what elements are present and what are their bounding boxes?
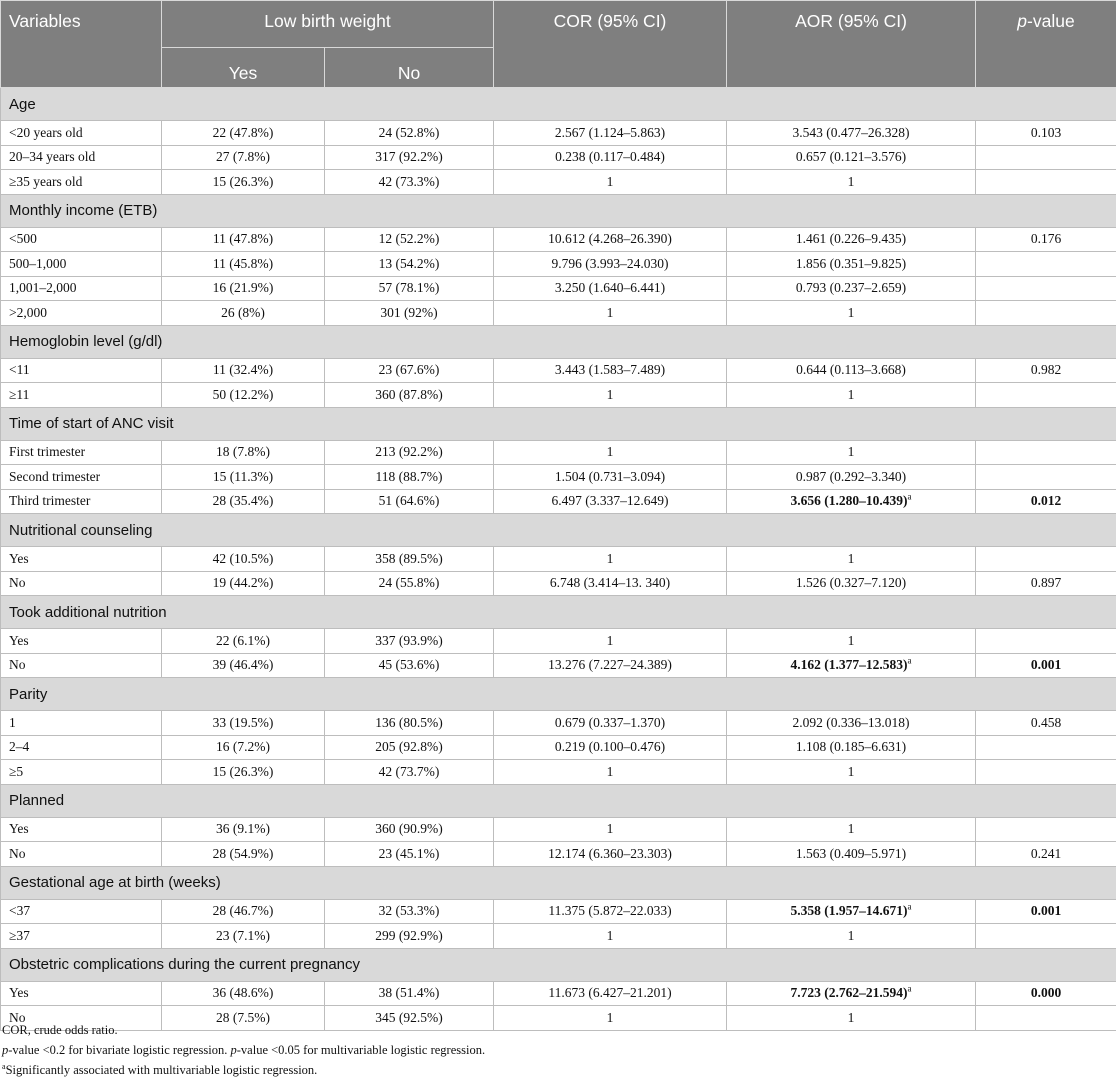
- cell-lbw-no: 45 (53.6%): [325, 653, 494, 678]
- table-row: [1, 653, 1116, 678]
- cell-p-value: [976, 301, 1116, 326]
- cell-p-value: 0.241: [976, 842, 1116, 867]
- cell-p-value: 0.982: [976, 358, 1116, 383]
- cell-variable: No: [1, 571, 162, 596]
- cell-p-value: [976, 629, 1116, 654]
- section-title: Hemoglobin level (g/dl): [1, 325, 1116, 358]
- cell-p-value: [976, 252, 1116, 277]
- cell-p-value: [976, 383, 1116, 408]
- cell-cor: 11.375 (5.872–22.033): [494, 899, 727, 924]
- cell-variable: First trimester: [1, 440, 162, 465]
- cell-cor: 1: [494, 383, 727, 408]
- cell-variable: <11: [1, 358, 162, 383]
- header-aor: AOR (95% CI): [727, 1, 976, 88]
- cell-aor: 0.657 (0.121–3.576): [727, 145, 976, 170]
- header-cor: COR (95% CI): [494, 1, 727, 88]
- cell-p-value: 0.458: [976, 711, 1116, 736]
- footnote-p-value: [2, 1040, 1112, 1060]
- cell-lbw-no: 205 (92.8%): [325, 735, 494, 760]
- cell-lbw-yes: 27 (7.8%): [162, 145, 325, 170]
- cell-lbw-no: 213 (92.2%): [325, 440, 494, 465]
- cell-lbw-no: 42 (73.7%): [325, 760, 494, 785]
- cell-aor: 1: [727, 440, 976, 465]
- table-footnotes: [2, 1020, 1112, 1080]
- cell-lbw-no: 360 (90.9%): [325, 817, 494, 842]
- section-row: [1, 407, 1116, 440]
- cell-lbw-no: 24 (55.8%): [325, 571, 494, 596]
- cell-variable: Yes: [1, 817, 162, 842]
- cell-variable: 20–34 years old: [1, 145, 162, 170]
- cell-lbw-yes: 28 (35.4%): [162, 489, 325, 514]
- table-row: [1, 547, 1116, 572]
- cell-p-value: [976, 465, 1116, 490]
- section-row: [1, 784, 1116, 817]
- cell-lbw-yes: 19 (44.2%): [162, 571, 325, 596]
- cell-lbw-yes: 36 (9.1%): [162, 817, 325, 842]
- cell-lbw-yes: 18 (7.8%): [162, 440, 325, 465]
- cell-aor: 1.563 (0.409–5.971): [727, 842, 976, 867]
- cell-cor: 1: [494, 629, 727, 654]
- aor-value: 7.723 (2.762–21.594): [790, 985, 908, 1001]
- cell-lbw-yes: 28 (54.9%): [162, 842, 325, 867]
- table-row: [1, 711, 1116, 736]
- cell-lbw-no: 299 (92.9%): [325, 924, 494, 949]
- table-row: [1, 358, 1116, 383]
- cell-variable: Yes: [1, 981, 162, 1006]
- cell-aor: 0.987 (0.292–3.340): [727, 465, 976, 490]
- section-row: [1, 325, 1116, 358]
- cell-p-value: [976, 170, 1116, 195]
- table-row: [1, 817, 1116, 842]
- table-row: [1, 440, 1116, 465]
- cell-lbw-yes: 16 (7.2%): [162, 735, 325, 760]
- section-title: Obstetric complications during the current pregnancy: [1, 948, 1116, 981]
- section-title: Age: [1, 88, 1116, 121]
- cell-lbw-no: 42 (73.3%): [325, 170, 494, 195]
- cell-cor: 1.504 (0.731–3.094): [494, 465, 727, 490]
- cell-aor: 3.543 (0.477–26.328): [727, 121, 976, 146]
- cell-lbw-no: 118 (88.7%): [325, 465, 494, 490]
- cell-lbw-no: 136 (80.5%): [325, 711, 494, 736]
- cell-aor: [727, 981, 976, 1006]
- cell-variable: Second trimester: [1, 465, 162, 490]
- cell-cor: 2.567 (1.124–5.863): [494, 121, 727, 146]
- cell-cor: 1: [494, 301, 727, 326]
- significance-marker: a: [907, 655, 912, 666]
- cell-p-value: 0.897: [976, 571, 1116, 596]
- cell-lbw-yes: 11 (32.4%): [162, 358, 325, 383]
- cell-lbw-no: 32 (53.3%): [325, 899, 494, 924]
- cell-lbw-no: 24 (52.8%): [325, 121, 494, 146]
- table-row: [1, 842, 1116, 867]
- header-p-value: [976, 1, 1116, 88]
- header-p-rest: -value: [1027, 11, 1075, 31]
- cell-lbw-yes: 39 (46.4%): [162, 653, 325, 678]
- cell-variable: Yes: [1, 629, 162, 654]
- cell-lbw-yes: 28 (7.5%): [162, 1006, 325, 1031]
- cell-aor: 1: [727, 301, 976, 326]
- cell-cor: 13.276 (7.227–24.389): [494, 653, 727, 678]
- cell-lbw-yes: 16 (21.9%): [162, 276, 325, 301]
- cell-aor: 1: [727, 760, 976, 785]
- cell-cor: 12.174 (6.360–23.303): [494, 842, 727, 867]
- header-low-birth-weight: Low birth weight: [162, 1, 494, 48]
- cell-lbw-no: 57 (78.1%): [325, 276, 494, 301]
- cell-lbw-yes: 22 (6.1%): [162, 629, 325, 654]
- cell-p-value: [976, 145, 1116, 170]
- header-p-italic: p: [1017, 11, 1028, 31]
- section-title: Nutritional counseling: [1, 514, 1116, 547]
- table-row: [1, 760, 1116, 785]
- cell-p-value: 0.001: [976, 653, 1116, 678]
- cell-aor: 1: [727, 629, 976, 654]
- cell-cor: 1: [494, 760, 727, 785]
- cell-cor: 6.497 (3.337–12.649): [494, 489, 727, 514]
- cell-lbw-yes: 15 (26.3%): [162, 760, 325, 785]
- significance-marker: a: [907, 901, 912, 912]
- cell-variable: ≥11: [1, 383, 162, 408]
- table-row: [1, 227, 1116, 252]
- table-row: [1, 924, 1116, 949]
- footnote-p-text-2: -value <0.05 for multivariable logistic regression.: [236, 1043, 486, 1057]
- table-row: [1, 301, 1116, 326]
- cell-aor: [727, 899, 976, 924]
- table-row: [1, 252, 1116, 277]
- cell-lbw-no: 13 (54.2%): [325, 252, 494, 277]
- section-row: [1, 514, 1116, 547]
- section-row: [1, 194, 1116, 227]
- cell-cor: 1: [494, 170, 727, 195]
- aor-value: 3.656 (1.280–10.439): [790, 493, 908, 509]
- cell-lbw-yes: 33 (19.5%): [162, 711, 325, 736]
- cell-variable: ≥5: [1, 760, 162, 785]
- section-row: [1, 88, 1116, 121]
- section-row: [1, 866, 1116, 899]
- cell-cor: 0.679 (0.337–1.370): [494, 711, 727, 736]
- cell-lbw-no: 51 (64.6%): [325, 489, 494, 514]
- footnote-p-italic-1: p: [2, 1043, 9, 1057]
- aor-value: 4.162 (1.377–12.583): [790, 657, 908, 673]
- section-title: Monthly income (ETB): [1, 194, 1116, 227]
- cell-aor: 1.526 (0.327–7.120): [727, 571, 976, 596]
- table-row: [1, 489, 1116, 514]
- cell-p-value: [976, 547, 1116, 572]
- section-title: Time of start of ANC visit: [1, 407, 1116, 440]
- header-variables: Variables: [1, 1, 162, 88]
- cell-lbw-no: 360 (87.8%): [325, 383, 494, 408]
- footnote-p-italic-2: p: [230, 1043, 237, 1057]
- cell-cor: 6.748 (3.414–13. 340): [494, 571, 727, 596]
- cell-aor: 0.793 (0.237–2.659): [727, 276, 976, 301]
- cell-aor: 1: [727, 547, 976, 572]
- aor-value: 5.358 (1.957–14.671): [790, 903, 908, 919]
- cell-lbw-no: 358 (89.5%): [325, 547, 494, 572]
- cell-cor: 10.612 (4.268–26.390): [494, 227, 727, 252]
- cell-p-value: 0.001: [976, 899, 1116, 924]
- footnote-significance: [2, 1060, 1112, 1080]
- cell-aor: [727, 653, 976, 678]
- footnote-p-text-1: -value <0.2 for bivariate logistic regression.: [8, 1043, 231, 1057]
- cell-cor: 3.250 (1.640–6.441): [494, 276, 727, 301]
- cell-variable: No: [1, 842, 162, 867]
- cell-aor: 1: [727, 1006, 976, 1031]
- cell-aor: 1: [727, 924, 976, 949]
- cell-lbw-yes: 11 (45.8%): [162, 252, 325, 277]
- cell-variable: 500–1,000: [1, 252, 162, 277]
- cell-lbw-yes: 11 (47.8%): [162, 227, 325, 252]
- significance-marker: a: [907, 983, 912, 994]
- table-row: [1, 145, 1116, 170]
- cell-lbw-yes: 15 (26.3%): [162, 170, 325, 195]
- cell-p-value: [976, 735, 1116, 760]
- cell-cor: 11.673 (6.427–21.201): [494, 981, 727, 1006]
- cell-cor: 1: [494, 817, 727, 842]
- cell-p-value: [976, 276, 1116, 301]
- cell-p-value: [976, 817, 1116, 842]
- cell-lbw-no: 345 (92.5%): [325, 1006, 494, 1031]
- table-row: [1, 735, 1116, 760]
- footnote-significance-text: Significantly associated with multivariable logistic regression.: [5, 1063, 318, 1077]
- cell-variable: 2–4: [1, 735, 162, 760]
- cell-lbw-yes: 26 (8%): [162, 301, 325, 326]
- cell-cor: 9.796 (3.993–24.030): [494, 252, 727, 277]
- cell-aor: 1: [727, 383, 976, 408]
- table-row: [1, 981, 1116, 1006]
- cell-lbw-yes: 50 (12.2%): [162, 383, 325, 408]
- cell-cor: 1: [494, 1006, 727, 1031]
- footnote-cor: COR, crude odds ratio.: [2, 1023, 118, 1037]
- header-no: No: [325, 48, 494, 88]
- cell-lbw-yes: 23 (7.1%): [162, 924, 325, 949]
- cell-aor: 1.461 (0.226–9.435): [727, 227, 976, 252]
- cell-lbw-no: 23 (45.1%): [325, 842, 494, 867]
- cell-lbw-yes: 28 (46.7%): [162, 899, 325, 924]
- cell-lbw-no: 12 (52.2%): [325, 227, 494, 252]
- cell-cor: 1: [494, 547, 727, 572]
- section-title: Planned: [1, 784, 1116, 817]
- cell-variable: ≥37: [1, 924, 162, 949]
- cell-cor: 1: [494, 924, 727, 949]
- cell-aor: 0.644 (0.113–3.668): [727, 358, 976, 383]
- cell-lbw-no: 23 (67.6%): [325, 358, 494, 383]
- cell-cor: 0.219 (0.100–0.476): [494, 735, 727, 760]
- significance-marker: a: [907, 491, 912, 502]
- table-row: [1, 571, 1116, 596]
- cell-aor: 2.092 (0.336–13.018): [727, 711, 976, 736]
- table-row: [1, 121, 1116, 146]
- cell-variable: ≥35 years old: [1, 170, 162, 195]
- cell-variable: 1,001–2,000: [1, 276, 162, 301]
- cell-variable: No: [1, 1006, 162, 1031]
- cell-cor: 1: [494, 440, 727, 465]
- table-row: [1, 899, 1116, 924]
- section-title: Gestational age at birth (weeks): [1, 866, 1116, 899]
- cell-lbw-no: 301 (92%): [325, 301, 494, 326]
- cell-lbw-no: 317 (92.2%): [325, 145, 494, 170]
- section-row: [1, 948, 1116, 981]
- cell-aor: 1.108 (0.185–6.631): [727, 735, 976, 760]
- cell-variable: Yes: [1, 547, 162, 572]
- cell-variable: No: [1, 653, 162, 678]
- cell-p-value: [976, 440, 1116, 465]
- section-title: Parity: [1, 678, 1116, 711]
- header-yes: Yes: [162, 48, 325, 88]
- cell-aor: 1: [727, 817, 976, 842]
- cell-lbw-yes: 22 (47.8%): [162, 121, 325, 146]
- cell-aor: 1.856 (0.351–9.825): [727, 252, 976, 277]
- cell-p-value: 0.176: [976, 227, 1116, 252]
- cell-lbw-no: 38 (51.4%): [325, 981, 494, 1006]
- cell-variable: Third trimester: [1, 489, 162, 514]
- footnote-sup: a: [2, 1061, 6, 1071]
- table-header: [1, 1, 1116, 88]
- cell-cor: 0.238 (0.117–0.484): [494, 145, 727, 170]
- cell-aor: [727, 489, 976, 514]
- cell-variable: 1: [1, 711, 162, 736]
- cell-variable: <20 years old: [1, 121, 162, 146]
- section-title: Took additional nutrition: [1, 596, 1116, 629]
- table-row: [1, 465, 1116, 490]
- cell-aor: 1: [727, 170, 976, 195]
- section-row: [1, 596, 1116, 629]
- cell-variable: <37: [1, 899, 162, 924]
- table-body: [1, 88, 1116, 1031]
- section-row: [1, 678, 1116, 711]
- cell-p-value: 0.000: [976, 981, 1116, 1006]
- cell-cor: 3.443 (1.583–7.489): [494, 358, 727, 383]
- cell-p-value: 0.012: [976, 489, 1116, 514]
- table-row: [1, 629, 1116, 654]
- table-row: [1, 170, 1116, 195]
- cell-variable: <500: [1, 227, 162, 252]
- cell-p-value: 0.103: [976, 121, 1116, 146]
- table-row: [1, 276, 1116, 301]
- cell-p-value: [976, 760, 1116, 785]
- cell-variable: >2,000: [1, 301, 162, 326]
- cell-lbw-yes: 36 (48.6%): [162, 981, 325, 1006]
- cell-lbw-yes: 15 (11.3%): [162, 465, 325, 490]
- cell-p-value: [976, 924, 1116, 949]
- table-row: [1, 383, 1116, 408]
- cell-lbw-yes: 42 (10.5%): [162, 547, 325, 572]
- cell-lbw-no: 337 (93.9%): [325, 629, 494, 654]
